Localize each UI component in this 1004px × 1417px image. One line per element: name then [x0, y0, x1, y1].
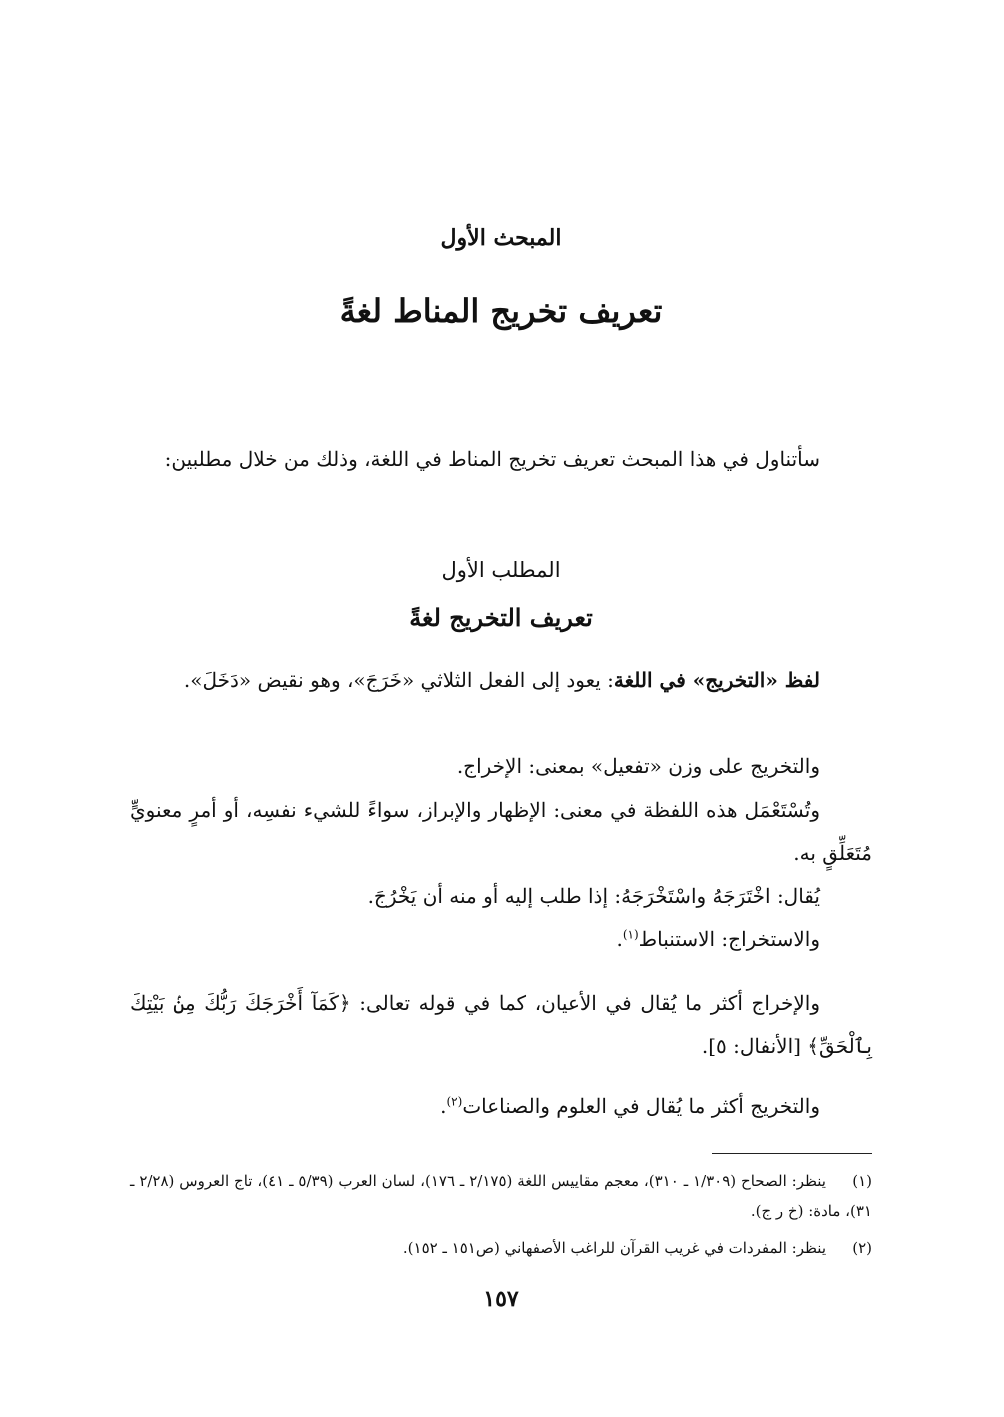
footnote-1: [130, 1166, 872, 1226]
paragraph-yuqal: يُقال: اخْتَرَجَهُ واسْتَخْرَجَهُ: إذا طلب إليه أو منه أن يَخْرُجَ.: [367, 884, 820, 908]
istikhraj-text: والاستخراج: الاستنباط: [638, 927, 820, 951]
footnote-text: ينظر: الصحاح (١/٣٠٩ ـ ٣١٠)، معجم مقاييس اللغة (٢/١٧٥ ـ ١٧٦)، لسان العرب (٥/٣٩ ـ ٤١)، تاج العروس (٢/٢٨ ـ ٣١)، مادة: (خ ر ج).: [130, 1172, 872, 1220]
section-title: تعريف تخريج المناط لغةً: [339, 292, 663, 330]
footnote-divider: [712, 1153, 872, 1154]
paragraph-usage: وتُسْتَعْمَل هذه اللفظة في معنى: الإظهار والإبراز، سواءً للشيء نفسِه، أو أمرٍ معنويٍّ مُتَعَلِّقٍ به.: [130, 798, 872, 865]
takhrij2-text: والتخريج أكثر ما يُقال في العلوم والصناعات: [462, 1094, 820, 1118]
paragraph-lafz: [130, 659, 872, 702]
intro-paragraph: سأتناول في هذا المبحث تعريف تخريج المناط في اللغة، وذلك من خلال مطلبين:: [164, 447, 820, 471]
footnote-ref-2[interactable]: (٢): [446, 1094, 463, 1109]
paragraph-ikhraj: والإخراج أكثر ما يُقال في الأعيان، كما في قوله تعالى: ﴿كَمَآ أَخْرَجَكَ رَبُّكَ مِنۢ بَيْتِكَ بِٱلْحَقِّ﴾ [الأنفال: ٥].: [130, 991, 872, 1058]
page-number: ١٥٧: [483, 1286, 519, 1312]
subsection-title: تعريف التخريج لغةً: [409, 603, 593, 632]
footnote-2: [130, 1233, 872, 1263]
paragraph-istikhraj: [130, 918, 872, 961]
takhrij2-end: .: [440, 1094, 447, 1118]
paragraph-wazn: والتخريج على وزن «تفعيل» بمعنى: الإخراج.: [456, 754, 820, 778]
footnote-number: (٢): [852, 1239, 872, 1257]
footnote-ref-1[interactable]: (١): [622, 927, 639, 942]
istikhraj-end: .: [616, 927, 623, 951]
paragraph-takhrij-sciences: [130, 1085, 872, 1128]
footnote-number: (١): [852, 1172, 872, 1190]
subsection-label: المطلب الأول: [441, 558, 561, 582]
lafz-bold-term: لفظ «التخريج» في اللغة: [613, 668, 820, 692]
lafz-definition: : يعود إلى الفعل الثلاثي «خَرَجَ»، وهو نقيض «دَخَلَ».: [183, 668, 614, 692]
section-label: المبحث الأول: [440, 225, 562, 251]
book-page: [130, 0, 872, 1417]
footnote-text: ينظر: المفردات في غريب القرآن للراغب الأصفهاني (ص١٥١ ـ ١٥٢).: [402, 1239, 826, 1257]
